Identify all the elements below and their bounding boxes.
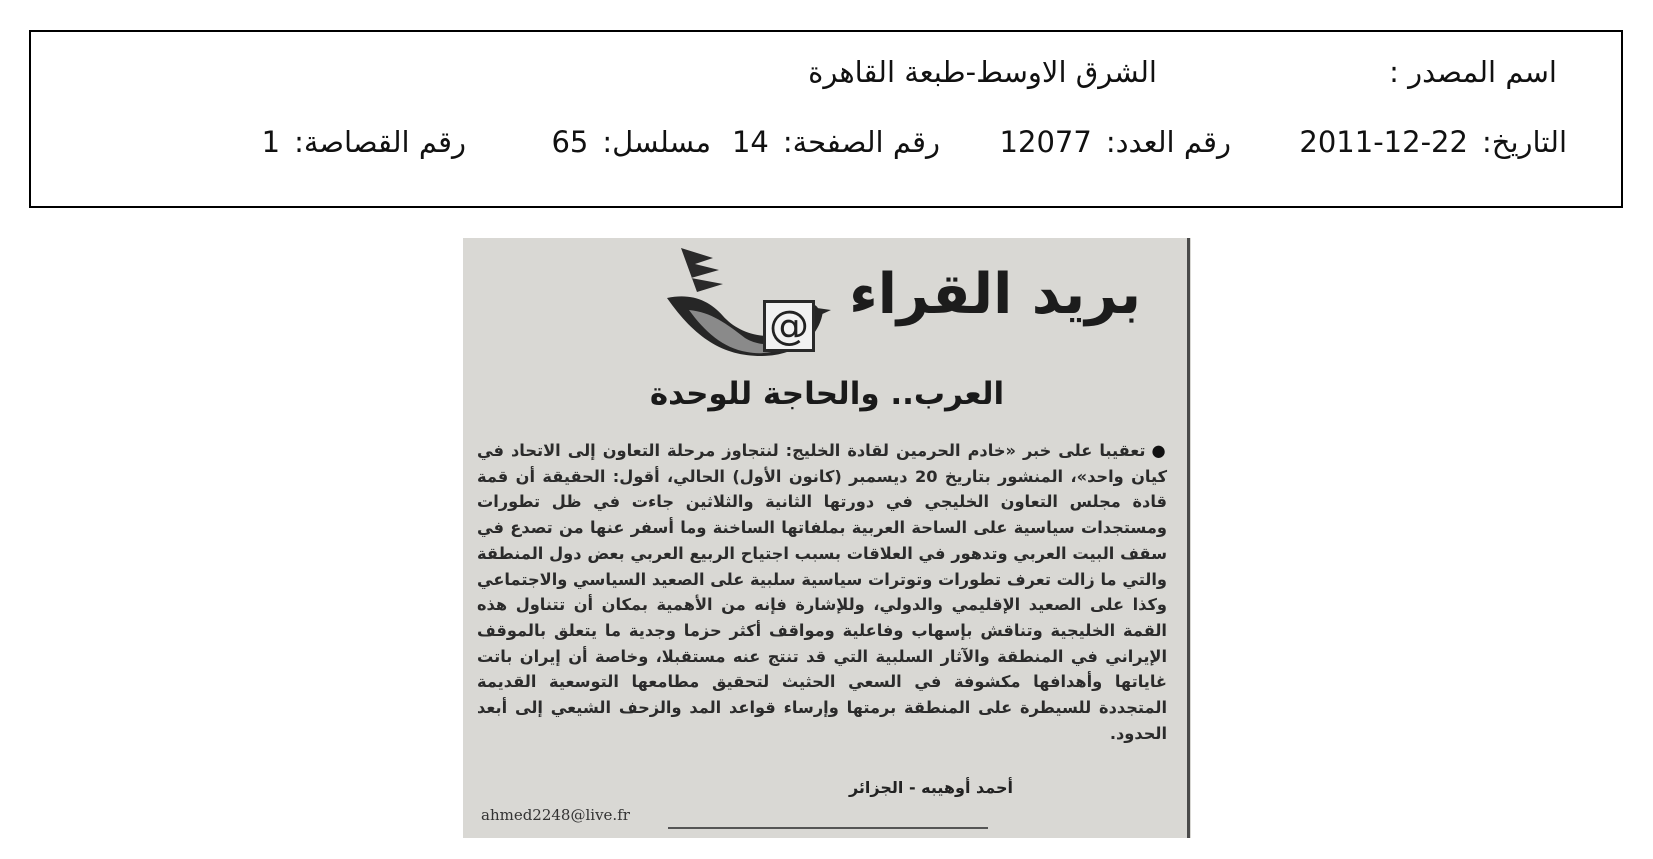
page-value: 14 [731, 125, 769, 159]
article-headline: العرب.. والحاجة للوحدة [649, 376, 1005, 412]
clip-field [262, 124, 466, 160]
issue-field [1000, 124, 1231, 160]
page-label: رقم الصفحة: [782, 125, 940, 159]
date-value: 2011-12-22 [1299, 125, 1468, 159]
date-label: التاريخ: [1481, 125, 1567, 159]
clip-value: 1 [261, 125, 281, 159]
author-email: ahmed2248@live.fr [481, 806, 630, 824]
source-label: اسم المصدر : [1389, 55, 1557, 89]
source-info-box [29, 30, 1623, 208]
bullet-icon: ● [1151, 441, 1167, 460]
article-body [477, 438, 1167, 746]
newspaper-clipping [463, 238, 1191, 838]
issue-label: رقم العدد: [1105, 125, 1231, 159]
at-sign-logo: @ [763, 300, 815, 352]
issue-value: 12077 [999, 125, 1092, 159]
clip-label: رقم القصاصة: [294, 125, 466, 159]
page-field [732, 124, 940, 160]
masthead-title: بريد القراء [849, 262, 1141, 327]
article-text: تعقيبا على خبر «خادم الحرمين لقادة الخليج: لنتجاوز مرحلة التعاون إلى الاتحاد في كيان واحد»، المنشور بتاريخ 20 ديسمبر (كانون الأول) الحالي، أقول: الحقيقة أن قمة قادة مجلس التعاون الخليجي في دورتها الثانية والثلاثين جاءت في ظل تطورات ومستجدات سياسية على الساحة العربية بملفاتها الساخنة وما أسفر عنها من تصدع في سقف البيت العربي وتدهور في العلاقات بسبب اجتياح الربيع العربي بعض دول المنطقة والتي ما زالت تعرف تطورات وتوترات سياسية سلبية على الصعيد السياسي والاجتماعي وكذا على الصعيد الإقليمي والدولي، وللإشارة فإنه من الأهمية بمكان أن تتناول هذه القمة الخليجية وتناقش بإسهاب وفاعلية ومواقف أكثر حزما وجدية ما يتعلق بالموقف الإيراني في المنطقة والآثار السلبية التي قد تنتج عنه مستقبلا، وخاصة أن إيران باتت غاياتها وأهدافها مكشوفة في السعي الحثيث لتحقيق مطامعها التوسعية القديمة المتجددة للسيطرة على المنطقة برمتها وإرساء قواعد المد والزحف الشيعي إلى أبعد الحدود. [477, 441, 1167, 743]
date-field [1299, 124, 1567, 160]
author-name: أحمد أوهيبه - الجزائر [848, 778, 1013, 797]
divider-rule [668, 827, 988, 829]
serial-value: 65 [551, 125, 589, 159]
serial-label: مسلسل: [602, 125, 711, 159]
source-value: الشرق الاوسط-طبعة القاهرة [808, 55, 1157, 89]
serial-field [551, 124, 711, 160]
clipping-edge [1187, 238, 1190, 838]
